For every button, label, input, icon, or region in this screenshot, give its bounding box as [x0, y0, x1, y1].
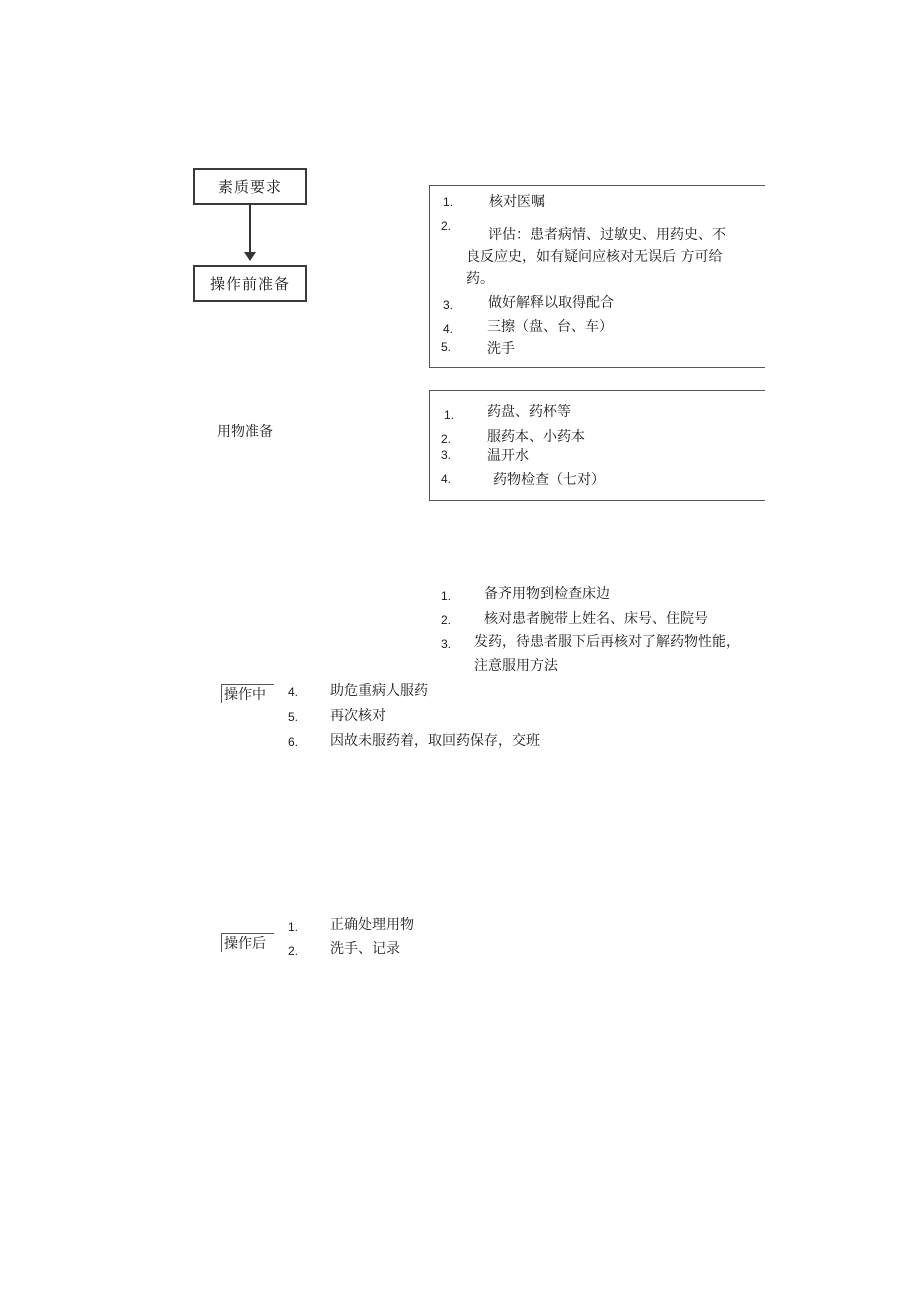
list-number: 4.	[441, 472, 452, 486]
list-item: 三擦（盘、台、车）	[487, 319, 613, 335]
list-item: 核对医嘱	[489, 194, 545, 210]
list-item-line: 评估：患者病情、过敏史、用药史、不	[488, 227, 726, 243]
list-item: 做好解释以取得配合	[488, 295, 614, 311]
list-item: 助危重病人服药	[330, 683, 428, 699]
quality-label: 素质要求	[217, 178, 282, 196]
arrow-down-icon	[244, 252, 256, 261]
list-item: 温开水	[487, 448, 529, 464]
after-label: 操作后	[224, 936, 266, 952]
list-number: 1.	[288, 920, 299, 934]
list-number: 6.	[288, 735, 299, 749]
pre-op-box	[193, 265, 307, 302]
list-number: 5.	[441, 340, 452, 354]
list-number: 5.	[288, 710, 299, 724]
list-item: 服药本、小药本	[487, 429, 585, 445]
list-number: 4.	[288, 685, 299, 699]
list-number: 2.	[441, 219, 452, 233]
list-number: 2.	[288, 944, 299, 958]
list-number: 2.	[441, 613, 452, 627]
list-number: 1.	[443, 195, 454, 209]
list-number: 1.	[444, 408, 455, 422]
list-item: 药盘、药杯等	[487, 404, 571, 420]
list-item: 洗手、记录	[330, 941, 400, 957]
list-item: 再次核对	[330, 708, 386, 724]
list-number: 2.	[441, 432, 452, 446]
list-item-line: 药。	[466, 271, 494, 287]
list-item: 药物检查（七对）	[493, 472, 605, 488]
pre-op-label: 操作前准备	[209, 275, 290, 293]
during-label: 操作中	[224, 687, 266, 703]
list-item: 正确处理用物	[330, 917, 414, 933]
list-item-line: 良反应史，如有疑问应核对无误后 方可给	[466, 249, 723, 265]
supplies-label: 用物准备	[217, 424, 273, 440]
list-number: 3.	[443, 298, 454, 312]
flow-arrow-line	[249, 205, 251, 257]
list-number: 3.	[441, 448, 452, 462]
list-item-line: 发药，待患者服下后再核对了解药物性能，	[474, 634, 740, 650]
quality-box	[193, 168, 307, 205]
list-number: 1.	[441, 589, 452, 603]
list-item: 核对患者腕带上姓名、床号、住院号	[484, 611, 708, 627]
list-number: 4.	[443, 322, 454, 336]
list-item-line: 注意服用方法	[474, 658, 558, 674]
list-item: 备齐用物到检查床边	[484, 586, 610, 602]
list-item: 因故未服药着，取回药保存，交班	[330, 733, 540, 749]
list-number: 3.	[441, 637, 452, 651]
list-item: 洗手	[487, 341, 515, 357]
